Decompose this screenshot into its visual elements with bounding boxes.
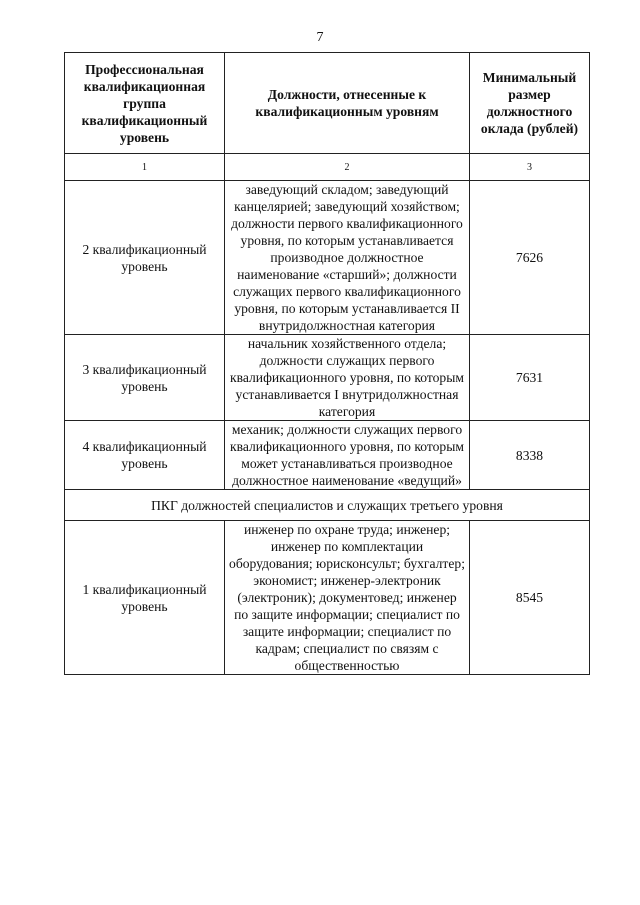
- column-number: 3: [470, 154, 590, 181]
- page-number: 7: [316, 30, 324, 45]
- section-title: ПКГ должностей специалистов и служащих третьего уровня: [65, 490, 590, 521]
- table-row: [65, 521, 590, 675]
- column-number-row: [65, 154, 590, 181]
- qualification-table: [64, 52, 590, 675]
- qualification-level: 4 квалификационный уровень: [65, 421, 225, 490]
- column-number: 2: [225, 154, 470, 181]
- positions-cell: инженер по охране труда; инженер; инженер по комплектации оборудования; юрисконсульт; бухгалтер; экономист; инженер-электроник (электроник); документовед; инженер по защите информации; специалист по защите информации; специалист по кадрам; специалист по связям с общественностью: [225, 521, 470, 675]
- qualification-level: 2 квалификационный уровень: [65, 181, 225, 335]
- qualification-level: 1 квалификационный уровень: [65, 521, 225, 675]
- header-qualification-group: Профессиональная квалификационная группа квалификационный уровень: [65, 53, 225, 154]
- section-title-row: [65, 490, 590, 521]
- salary-cell: 8545: [470, 521, 590, 675]
- header-positions: Должности, отнесенные к квалификационным уровням: [225, 53, 470, 154]
- qualification-level: 3 квалификационный уровень: [65, 335, 225, 421]
- positions-cell: механик; должности служащих первого квалификационного уровня, по которым может устанавливаться производное должностное наименование «ведущий»: [225, 421, 470, 490]
- salary-cell: 8338: [470, 421, 590, 490]
- table-header-row: [65, 53, 590, 154]
- positions-cell: начальник хозяйственного отдела; должности служащих первого квалификационного уровня, по которым устанавливается I внутридолжностная категория: [225, 335, 470, 421]
- table-row: [65, 181, 590, 335]
- header-min-salary: Минимальный размер должностного оклада (рублей): [470, 53, 590, 154]
- salary-cell: 7626: [470, 181, 590, 335]
- table-row: [65, 421, 590, 490]
- salary-cell: 7631: [470, 335, 590, 421]
- table-row: [65, 335, 590, 421]
- column-number: 1: [65, 154, 225, 181]
- positions-cell: заведующий складом; заведующий канцелярией; заведующий хозяйством; должности первого квалификационного уровня, по которым устанавливается производное должностное наименование «старший»; должности служащих первого квалификационного уровня, по которым устанавливается II внутридолжностная категория: [225, 181, 470, 335]
